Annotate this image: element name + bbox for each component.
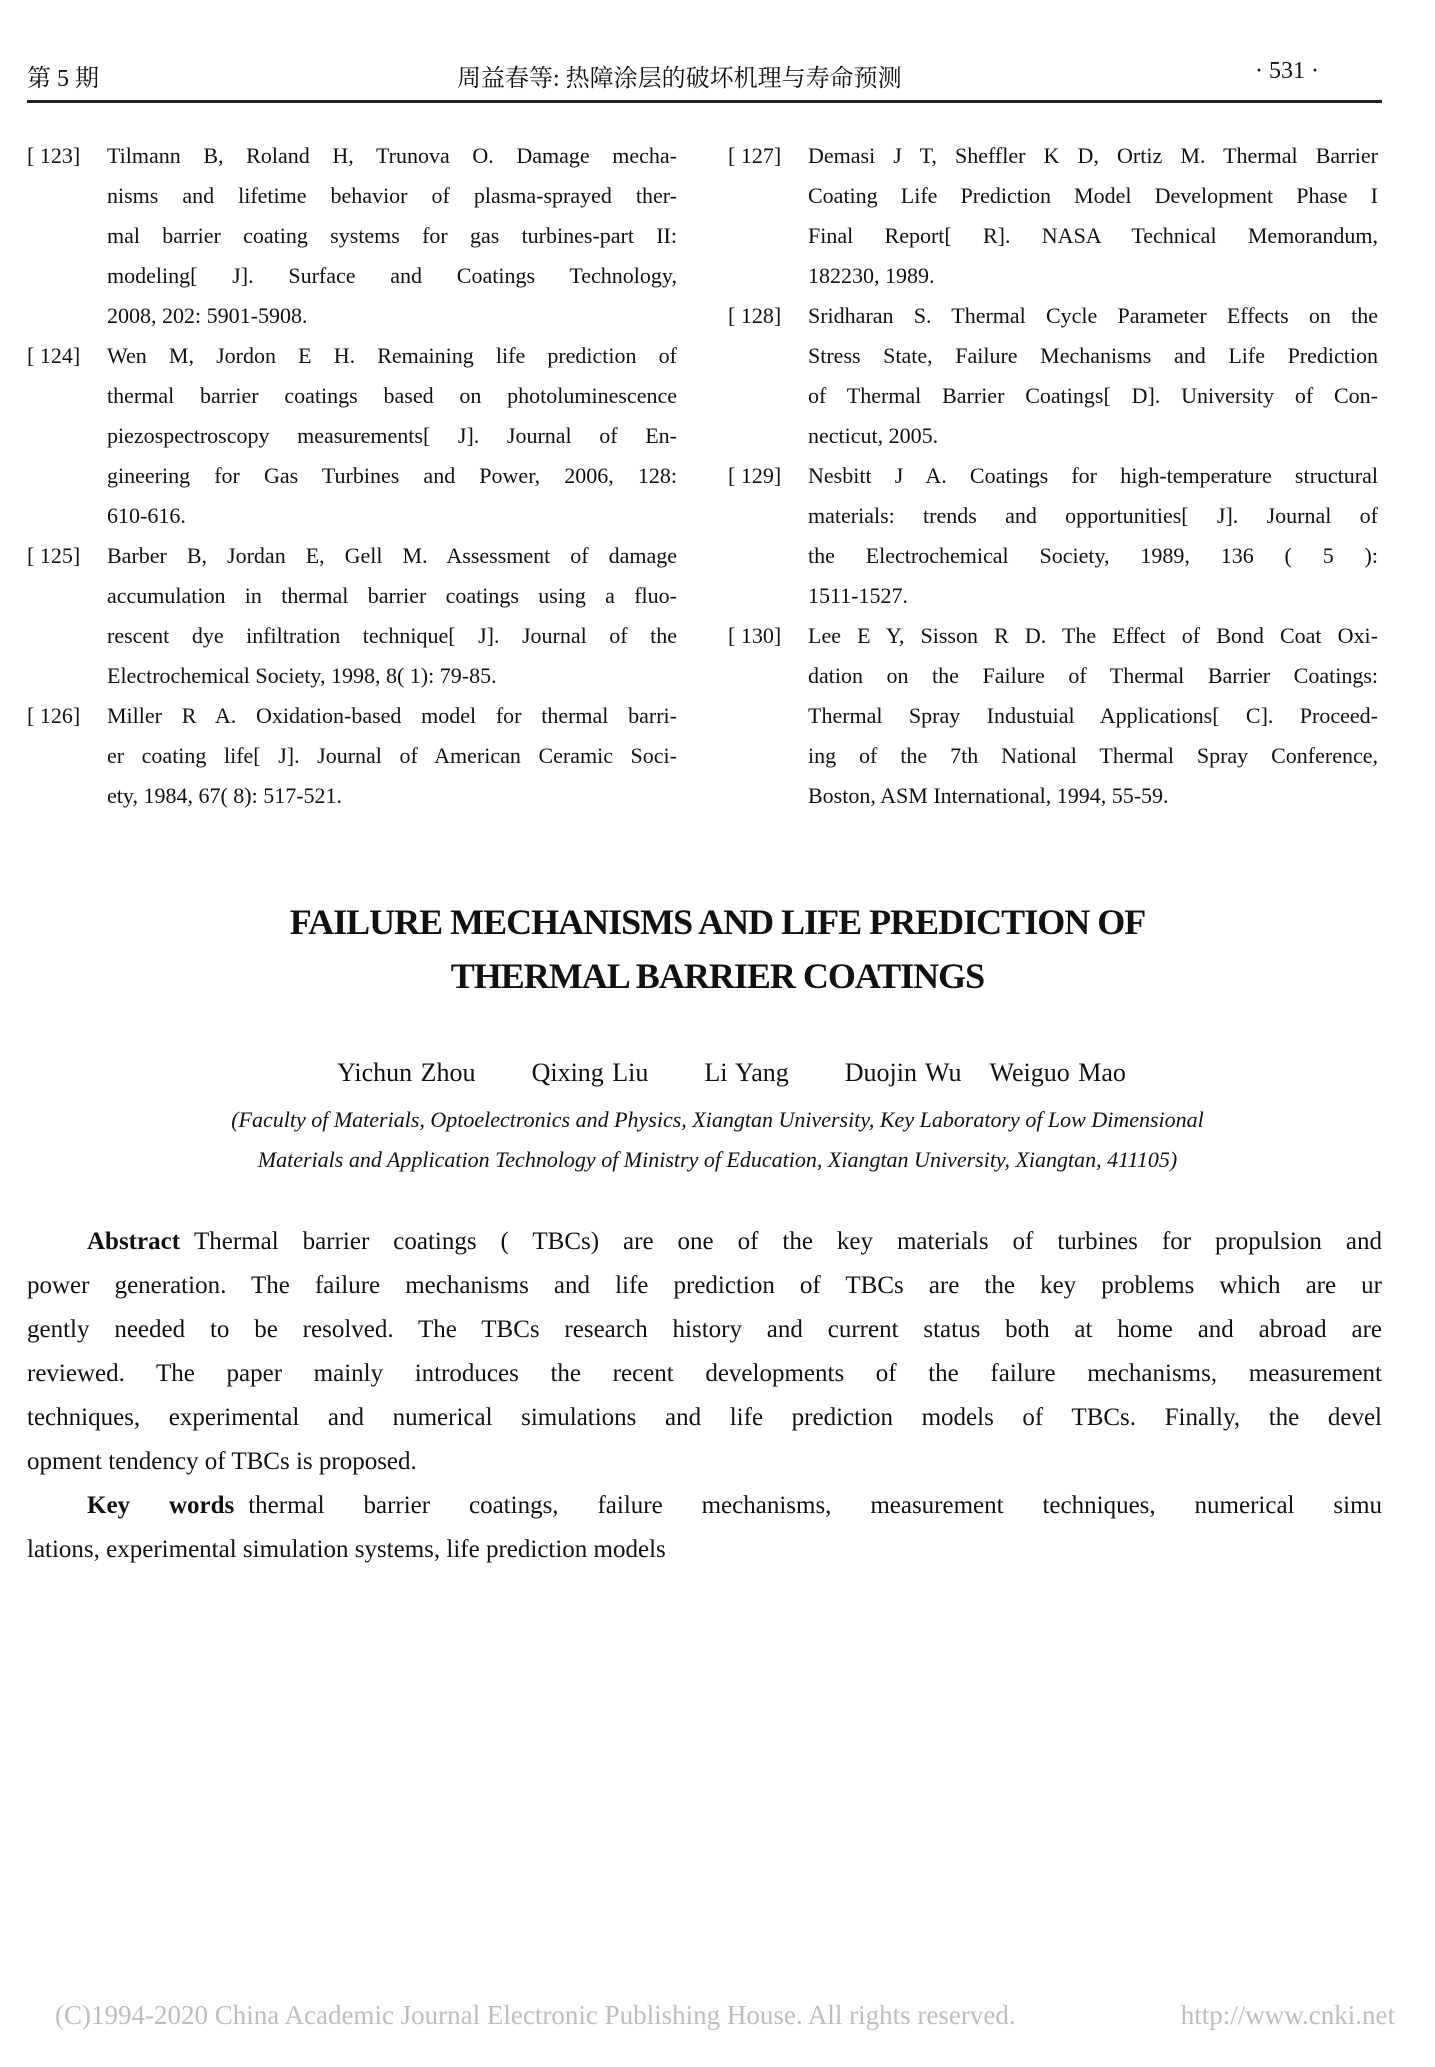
reference-line: of Thermal Barrier Coatings[ D]. University of Con- <box>808 383 1378 408</box>
reference-entry <box>728 136 1378 296</box>
running-title: 周益春等: 热障涂层的破坏机理与寿命预测 <box>457 66 902 92</box>
title-line: FAILURE MECHANISMS AND LIFE PREDICTION OF <box>289 902 1146 942</box>
reference-line: nisms and lifetime behavior of plasma-sprayed ther- <box>107 183 677 208</box>
reference-line: gineering for Gas Turbines and Power, 2006, 128: <box>107 463 677 488</box>
reference-entry <box>728 456 1378 616</box>
reference-line: modeling[ J]. Surface and Coatings Technology, <box>107 263 677 288</box>
reference-number: [ 124] <box>27 343 81 368</box>
copyright-footer <box>55 2000 1395 2031</box>
reference-line: Wen M, Jordon E H. Remaining life prediction of <box>107 343 677 368</box>
abstract-line: opment tendency of TBCs is proposed. <box>27 1448 417 1475</box>
affiliation-line: Materials and Application Technology of Ministry of Education, Xiangtan University, Xiangtan, 411105) <box>257 1147 1178 1172</box>
reference-line: Thermal Spray Industuial Applications[ C]. Proceed- <box>808 703 1378 728</box>
reference-line: Stress State, Failure Mechanisms and Life Prediction <box>808 343 1378 368</box>
reference-entry <box>27 336 677 536</box>
reference-line: 182230, 1989. <box>808 263 935 288</box>
abstract-text: Thermal barrier coatings ( TBCs) are one of the key materials of turbines for propulsion and <box>194 1228 1382 1255</box>
reference-line: Barber B, Jordan E, Gell M. Assessment of damage <box>107 543 677 568</box>
abstract-line: reviewed. The paper mainly introduces the recent developments of the failure mechanisms, measurement <box>27 1360 1382 1387</box>
copyright-text: (C)1994-2020 China Academic Journal Electronic Publishing House. All rights reserved. <box>55 2000 1016 2030</box>
reference-line: ety, 1984, 67( 8): 517-521. <box>107 783 343 808</box>
keywords-text: thermal barrier coatings, failure mechanisms, measurement techniques, numerical simu <box>248 1492 1383 1519</box>
keywords-label: Key words <box>87 1492 235 1519</box>
abstract-label: Abstract <box>87 1228 181 1255</box>
reference-line: dation on the Failure of Thermal Barrier Coatings: <box>808 663 1378 688</box>
reference-line: necticut, 2005. <box>808 423 939 448</box>
reference-line: 610-616. <box>107 503 186 528</box>
keywords-line <box>27 1484 1382 1528</box>
reference-line: thermal barrier coatings based on photoluminescence <box>107 383 677 408</box>
reference-entry <box>27 536 677 696</box>
reference-line: the Electrochemical Society, 1989, 136 ( 5 ): <box>808 543 1378 568</box>
author: Li Yang <box>704 1058 789 1087</box>
author: Qixing Liu <box>531 1058 649 1087</box>
reference-number: [ 128] <box>728 303 782 328</box>
reference-line: Tilmann B, Roland H, Trunova O. Damage mecha- <box>107 143 677 168</box>
page-number: · 531 · <box>1255 58 1319 84</box>
reference-entry <box>27 696 677 816</box>
reference-line: ing of the 7th National Thermal Spray Conference, <box>808 743 1378 768</box>
reference-line: materials: trends and opportunities[ J]. Journal of <box>808 503 1378 528</box>
reference-line: mal barrier coating systems for gas turbines-part II: <box>107 223 677 248</box>
reference-entry <box>27 136 677 336</box>
reference-line: Electrochemical Society, 1998, 8( 1): 79-85. <box>107 663 497 688</box>
reference-number: [ 130] <box>728 623 782 648</box>
cnki-link[interactable]: http://www.cnki.net <box>1180 2000 1395 2030</box>
reference-line: Boston, ASM International, 1994, 55-59. <box>808 783 1169 808</box>
author-list <box>0 1058 1435 1088</box>
abstract-line: power generation. The failure mechanisms and life prediction of TBCs are the key problems which are ur <box>27 1272 1382 1299</box>
abstract-line: techniques, experimental and numerical simulations and life prediction models of TBCs. Finally, the devel <box>27 1404 1382 1431</box>
abstract-line: gently needed to be resolved. The TBCs research history and current status both at home and abroad are <box>27 1316 1382 1343</box>
reference-line: er coating life[ J]. Journal of American Ceramic Soci- <box>107 743 677 768</box>
affiliation <box>0 1100 1435 1180</box>
author: Duojin Wu <box>844 1058 962 1087</box>
reference-number: [ 127] <box>728 143 782 168</box>
reference-line: Final Report[ R]. NASA Technical Memorandum, <box>808 223 1378 248</box>
abstract-line <box>27 1220 1382 1264</box>
keywords-line: lations, experimental simulation systems, life prediction models <box>27 1536 666 1563</box>
reference-line: Miller R A. Oxidation-based model for thermal barri- <box>107 703 677 728</box>
reference-number: [ 123] <box>27 143 81 168</box>
reference-line: accumulation in thermal barrier coatings using a fluo- <box>107 583 677 608</box>
reference-line: Lee E Y, Sisson R D. The Effect of Bond Coat Oxi- <box>808 623 1378 648</box>
author: Weiguo Mao <box>989 1058 1126 1087</box>
reference-entry <box>728 616 1378 816</box>
author: Yichun Zhou <box>337 1058 476 1087</box>
reference-number: [ 125] <box>27 543 81 568</box>
reference-entry <box>728 296 1378 456</box>
reference-number: [ 129] <box>728 463 782 488</box>
reference-line: 2008, 202: 5901-5908. <box>107 303 308 328</box>
reference-line: 1511-1527. <box>808 583 909 608</box>
affiliation-line: (Faculty of Materials, Optoelectronics and Physics, Xiangtan University, Key Laboratory of Low Dimensional <box>231 1107 1204 1132</box>
references-right-column <box>728 136 1378 816</box>
reference-line: rescent dye infiltration technique[ J]. Journal of the <box>107 623 677 648</box>
english-title <box>0 895 1435 1003</box>
reference-line: Coating Life Prediction Model Development Phase I <box>808 183 1378 208</box>
reference-line: Sridharan S. Thermal Cycle Parameter Effects on the <box>808 303 1378 328</box>
keywords <box>27 1484 1382 1572</box>
reference-number: [ 126] <box>27 703 81 728</box>
references-left-column <box>27 136 677 816</box>
title-line: THERMAL BARRIER COATINGS <box>450 956 985 996</box>
reference-line: piezospectroscopy measurements[ J]. Journal of En- <box>107 423 677 448</box>
header-rule <box>27 100 1382 103</box>
issue-number: 第 5 期 <box>27 66 99 92</box>
reference-line: Nesbitt J A. Coatings for high-temperature structural <box>808 463 1378 488</box>
reference-line: Demasi J T, Sheffler K D, Ortiz M. Thermal Barrier <box>808 143 1378 168</box>
abstract <box>27 1220 1382 1484</box>
